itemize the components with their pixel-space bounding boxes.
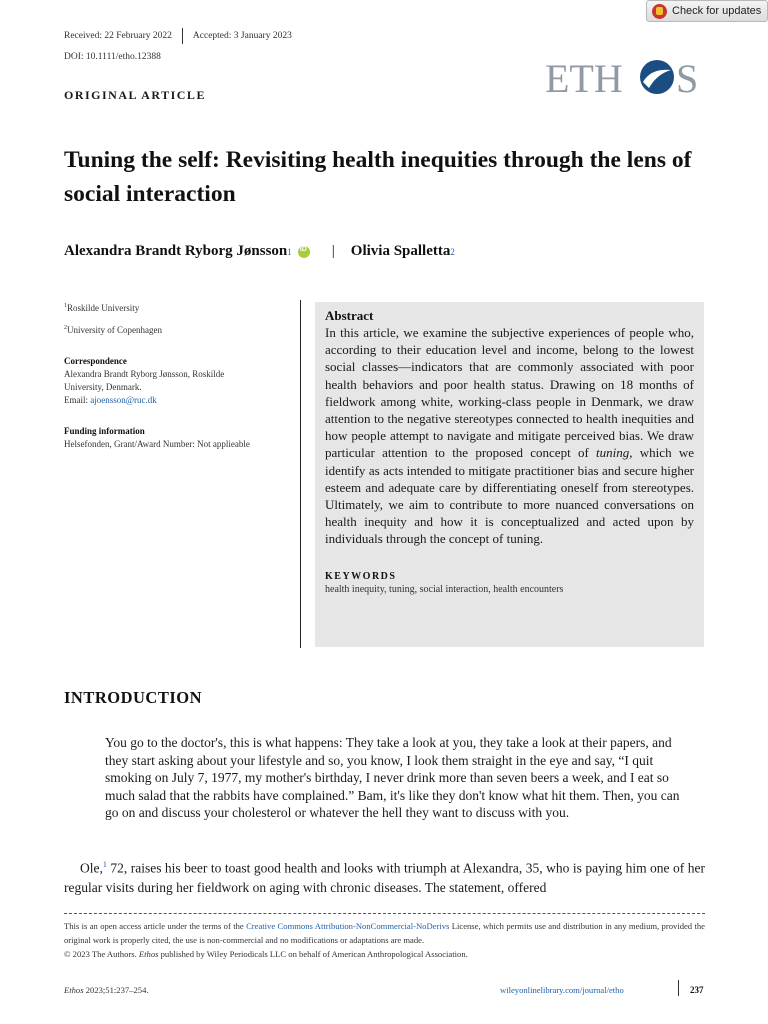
footer-citation: Ethos 2023;51:237–254. [64,985,149,995]
section-heading: INTRODUCTION [64,688,203,707]
correspondence-email-line: Email: ajoensson@ruc.dk [64,395,157,405]
abstract-box [315,302,704,647]
keywords-heading: KEYWORDS [325,570,397,582]
correspondence-heading: Correspondence [64,356,127,366]
correspondence-text: Alexandra Brandt Ryborg Jønsson, Roskilde University, Denmark. [64,369,225,392]
check-for-updates-button[interactable] [646,0,768,22]
received-date: Received: 22 February 2022 [64,31,172,41]
footer-divider [678,980,679,996]
email-link[interactable]: ajoensson@ruc.dk [90,395,157,405]
check-for-updates-label: Check for updates [672,5,762,17]
accepted-date: Accepted: 3 January 2023 [192,31,292,41]
author-list [64,243,455,260]
funding-heading: Funding information [64,426,145,436]
article-dates [64,28,292,44]
article-title: Tuning the self: Revisiting health inequities through the lens of social interaction [64,147,692,207]
funding-text: Helsefonden, Grant/Award Number: Not applieable [64,439,250,449]
svg-text:ETH: ETH [545,56,623,101]
orcid-icon[interactable] [298,246,310,258]
article-info-sidebar [64,300,264,451]
author-name[interactable]: Olivia Spalletta [350,243,451,259]
page-number: 237 [690,985,704,995]
affiliation: $^1$Roskilde University [64,303,140,313]
block-quote: You go to the doctor's, this is what happens: They take a look at you, they take a look at their papers, and they start asking about your lifestyle and so, you know, I look them straight in the eye and say, “I quit smoking on July 7, 1977, my mother's birthday, I never drink more than seven beers a week, and I eat so much salad that the rabbits have complained.” Bam, it's like they don't know what hit them. Then, you can go on and discuss your cholesterol or whatever the hell they want to discuss with you. [105,735,680,821]
license-link[interactable]: Creative Commons Attribution-NonCommercial-NoDerivs [246,921,450,931]
abstract-heading: Abstract [325,308,374,323]
author-affiliation-marker[interactable]: 1 [287,246,292,257]
crossmark-icon [652,4,667,19]
article-type: ORIGINAL ARTICLE [64,88,206,102]
body-paragraph: Ole,$^1$ 72, raises his beer to toast good health and looks with triumph at Alexandra, 35, who is paying him one of her regular visits during her fieldwork on aging with chronic diseases. The statement, offered [64,860,705,895]
affiliation: $^2$University of Copenhagen [64,325,162,335]
date-divider [182,28,183,44]
author-name[interactable]: Alexandra Brandt Ryborg Jønsson [64,243,288,259]
footnote-marker[interactable]: 1 [102,860,107,869]
column-divider [300,300,301,648]
author-separator: | [331,243,335,259]
svg-text:S: S [676,56,699,101]
footer-journal-link[interactable]: wileyonlinelibrary.com/journal/etho [500,985,624,995]
abstract-text: In this article, we examine the subjective experiences of people who, according to their education level and income, belong to the lowest social classes—indicators that are commonly associated with poor health behaviors and poor health status. Drawing on 18 months of fieldwork among white, working-class people in Denmark, we draw attention to the negative stereotypes connected to health inequities and how people attempt to navigate and mitigate perceived bias. We draw particular attention to the proposed concept of tuning, which we identify as acts intended to mitigate practitioner bias and secure higher esteem and adequate care by differentiating oneself from stereotypes. Ultimately, we aim to contribute to more nuanced conversations on health inequity and how it is conceptualized and acted upon by individuals through the concept of tuning. [325,325,694,547]
footnote-divider [64,913,705,914]
author-affiliation-marker[interactable]: 2 [450,246,455,257]
doi: DOI: 10.1111/etho.12388 [64,52,161,62]
ethos-logo [545,54,705,102]
license-notice: This is an open access article under the terms of the Creative Commons Attribution-NonCommercial-NoDerivs License, which permits use and distribution in any medium, provided the original work is properly cited, the use is non-commercial and no modifications or adaptations are made. © 2023 The Authors. Ethos published by Wiley Periodicals LLC on behalf of American Anthropological Association. [64,921,705,959]
keywords: health inequity, tuning, social interaction, health encounters [325,583,564,595]
